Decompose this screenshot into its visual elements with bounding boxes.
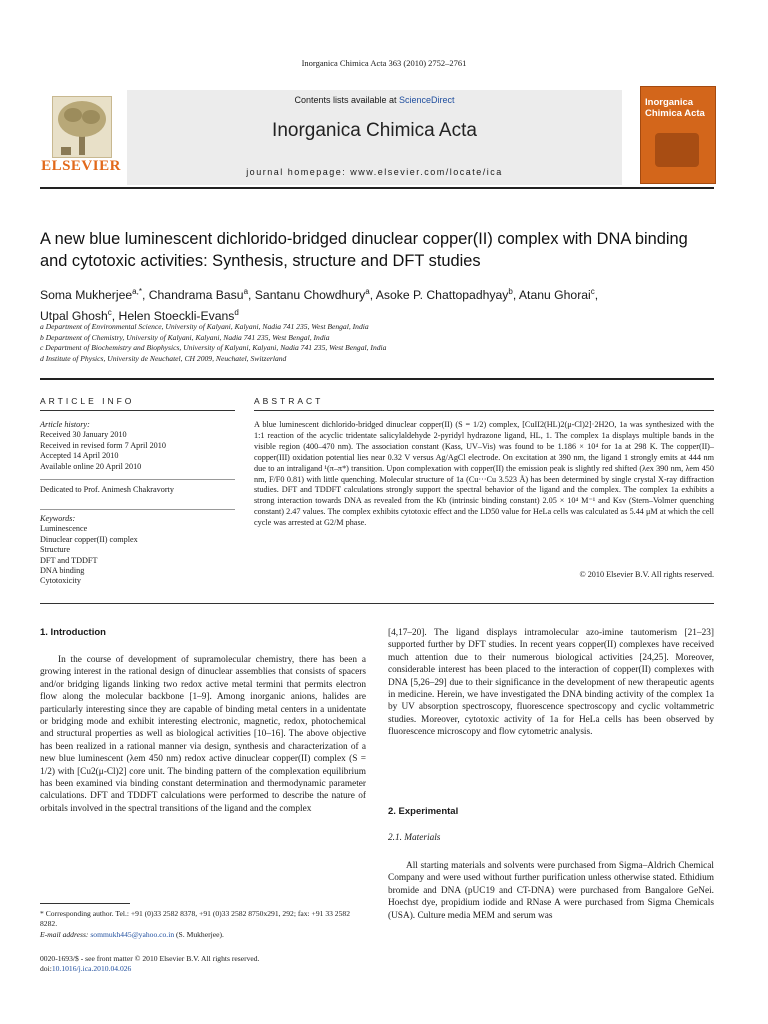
elsevier-logo bbox=[40, 90, 122, 184]
tree-icon bbox=[52, 96, 112, 158]
materials-text: All starting materials and solvents were purchased from Sigma–Aldrich Chemical Company and were used without further purification unless otherwise stated. Ethidium bromide and DNA (pUC19 and CT-DNA) were purchased from Bangalore GeNei. Hoechst dye, propidium iodide and RNase A were purchased from Sigma Chemicals (USA). Culture media MEM and serum was bbox=[388, 861, 714, 921]
intro-heading: 1. Introduction bbox=[40, 627, 106, 638]
keyword: Luminescence bbox=[40, 524, 88, 534]
history-item: Received in revised form 7 April 2010 bbox=[40, 440, 166, 450]
history-heading: Article history: bbox=[40, 420, 90, 429]
footnote bbox=[40, 909, 366, 940]
keyword: Cytotoxicity bbox=[40, 576, 81, 586]
journal-cover-image bbox=[640, 86, 716, 184]
corresponding-author: * Corresponding author. Tel.: +91 (0)33 2582 8378, +91 (0)33 2582 8750x291, 292; fax: +91 33 2582 8282. bbox=[40, 909, 350, 929]
doi-link[interactable]: 10.1016/j.ica.2010.04.026 bbox=[51, 964, 132, 974]
history-item: Received 30 January 2010 bbox=[40, 430, 127, 440]
keyword: Dinuclear copper(II) complex bbox=[40, 534, 138, 544]
materials-paragraph bbox=[388, 860, 714, 922]
sciencedirect-link[interactable]: ScienceDirect bbox=[399, 95, 455, 105]
journal-masthead bbox=[127, 90, 622, 185]
abstract-text: A blue luminescent dichlorido-bridged dinuclear copper(II) (S = 1/2) complex, [CuII2(HL)2(μ-Cl)2]·2H2O, 1a was synthesized with the 1:1 reaction of the acyclic tridentate salicylaldehyde 2-pyridyl hydrazone ligand, HL, 1. The complex 1a displays multiple bands in the visible region (400–470 nm). The association constant (Kass, UV–Vis) was found to be 1.186 × 10⁴ for 1a at 298 K. The copper(II)–copper(III) oxidation potential lies near 0.32 V versus Ag/AgCl electrode. On excitation at 390 nm, the ligand 1 strongly emits at 444 nm due to an intraligand ¹(π–π*) transition. Upon complexation with copper(II) the emission peak is slightly red shifted (λex 390 nm, λem 450 nm, F/F0 0.81) with little quenching. Molecular structure of 1a (Cu···Cu 3.523 Å) has been determined by single crystal X-ray diffraction studies. DFT and TDDFT calculations strongly support the spectral behavior of the ligand and the complex. The complex 1a exhibits a strong interaction towards DNA as revealed from the Kb (intrinsic binding constant) 2.05 × 10⁴ M⁻¹ and Ksv (Stern–Volmer quenching constant) 2.47 values. The complex exhibits cytotoxic effect and the LD50 value for HeLa cells was calculated as 5.44 μM at which the cell cycle was arrested at G2/M phase. bbox=[254, 420, 714, 528]
email-label: E-mail address: bbox=[40, 929, 91, 939]
info-divider bbox=[40, 509, 235, 510]
info-divider bbox=[40, 479, 235, 480]
issn-line: 0020-1693/$ - see front matter © 2010 Elsevier B.V. All rights reserved. bbox=[40, 954, 260, 963]
intro-paragraph bbox=[40, 654, 366, 815]
contents-prefix: Contents lists available at bbox=[294, 95, 400, 105]
running-head: Inorganica Chimica Acta 363 (2010) 2752–2761 bbox=[301, 58, 467, 68]
keywords bbox=[40, 514, 235, 587]
author-list: Soma Mukherjee$^{a,*}$, Chandrama Basu$^a$, Santanu Chowdhury$^a$, Asoke P. Chattopadhyay$^b$, Atanu Ghorai$^c$, Utpal Ghosh$^c$, Helen Stoeckli-Evans$^d$ bbox=[40, 287, 599, 324]
footnote-rule bbox=[40, 903, 130, 904]
keyword: DFT and TDDFT bbox=[40, 555, 98, 565]
abstract-bottom-rule bbox=[40, 603, 714, 604]
email-link[interactable]: sommukh445@yahoo.co.in bbox=[90, 929, 175, 939]
abstract-rule bbox=[254, 410, 714, 411]
front-matter-rule bbox=[40, 378, 714, 380]
affiliation: d Institute of Physics, University de Neuchatel, CH 2009, Neuchatel, Switzerland bbox=[40, 353, 287, 363]
history-item: Accepted 14 April 2010 bbox=[40, 451, 119, 461]
article-title: A new blue luminescent dichlorido-bridged dinuclear copper(II) complex with DNA binding and cytotoxic activities: Synthesis, structure and DFT studies bbox=[40, 230, 688, 270]
intro-text: In the course of development of supramolecular chemistry, there has been a growing interest in the rational design of dinuclear assemblies that consists of spacers and/or bridging ligands linking two redox active metal termini that permits electron flow along the molecular backbone [1–9]. Among inorganic anions, halides are particularly interesting since they are capable of binding metal centers in a unidentate or bridging mode and exhibit interesting electronic, magnetic, redox, photochemical and structural properties as well as biological activities [10–16]. The above objective has been realized in a rational manner via design, synthesis and characterization of a new blue luminescent (λem 450 nm) redox active dinuclear copper(II) complex (S = 1/2) with [Cu2(μ-Cl)2] core unit. The binding pattern of the complexation equilibrium has been examined via binding constant determination and thermodynamic parameter calculations. DFT and TDDFT calculations were performed to describe the nature of orbitals involved in the spectral transitions of the ligand and the complex bbox=[40, 655, 366, 814]
intro-continued-text: [4,17–20]. The ligand displays intramolecular azo-imine tautomerism [21–23] supported further by DFT studies. In recent years copper(II) complexes have received much attention due to their numerous biological activities [24,25]. Moreover, considerable interest has been placed to the interaction of copper(II) complexes with DNA [5,26–29] due to their significance in the development of new therapeutic agents in medicine. Herein, we have investigated the DNA binding activity of the complex 1a by UV absorption spectroscopy, fluorescence spectroscopy and cyclic voltammetric studies. Moreover, cytotoxic activity of 1a for HeLa cells has been observed by fluorescence microscopy and flow cytometric analysis. bbox=[388, 628, 714, 738]
article-info-rule bbox=[40, 410, 235, 411]
right-column-paragraph bbox=[388, 627, 714, 739]
doi-line bbox=[40, 964, 366, 974]
article-history bbox=[40, 420, 235, 472]
keyword: Structure bbox=[40, 545, 71, 555]
publication-info bbox=[40, 954, 366, 975]
masthead-rule bbox=[40, 187, 714, 189]
abstract-label: ABSTRACT bbox=[254, 396, 324, 406]
contents-line bbox=[127, 95, 622, 105]
affiliations bbox=[40, 322, 714, 364]
experimental-heading: 2. Experimental bbox=[388, 806, 459, 817]
affiliation: b Department of Chemistry, University of Kalyani, Kalyani, Nadia 741 235, West Bengal, India bbox=[40, 332, 330, 342]
abstract-copyright: © 2010 Elsevier B.V. All rights reserved. bbox=[579, 570, 714, 579]
email-line bbox=[40, 930, 366, 940]
keywords-heading: Keywords: bbox=[40, 514, 76, 523]
article-info-label: ARTICLE INFO bbox=[40, 396, 135, 406]
journal-title: Inorganica Chimica Acta bbox=[272, 120, 477, 141]
cover-art bbox=[655, 133, 699, 167]
journal-homepage[interactable]: journal homepage: www.elsevier.com/locate/ica bbox=[246, 167, 503, 177]
affiliation: c Department of Biochemistry and Biophysics, University of Kalyani, Kalyani, Nadia 741 235, West Bengal, India bbox=[40, 343, 387, 353]
publisher-logo-text: ELSEVIER bbox=[41, 158, 121, 174]
doi-prefix: doi: bbox=[40, 964, 52, 974]
email-suffix: (S. Mukherjee). bbox=[174, 929, 224, 939]
dedication: Dedicated to Prof. Animesh Chakravorty bbox=[40, 485, 174, 494]
affiliation: a Department of Environmental Science, University of Kalyani, Kalyani, Nadia 741 235, West Bengal, India bbox=[40, 322, 369, 331]
history-item: Available online 20 April 2010 bbox=[40, 461, 142, 471]
keyword: DNA binding bbox=[40, 566, 85, 576]
cover-title: Inorganica Chimica Acta bbox=[645, 97, 705, 119]
materials-heading: 2.1. Materials bbox=[388, 833, 441, 843]
